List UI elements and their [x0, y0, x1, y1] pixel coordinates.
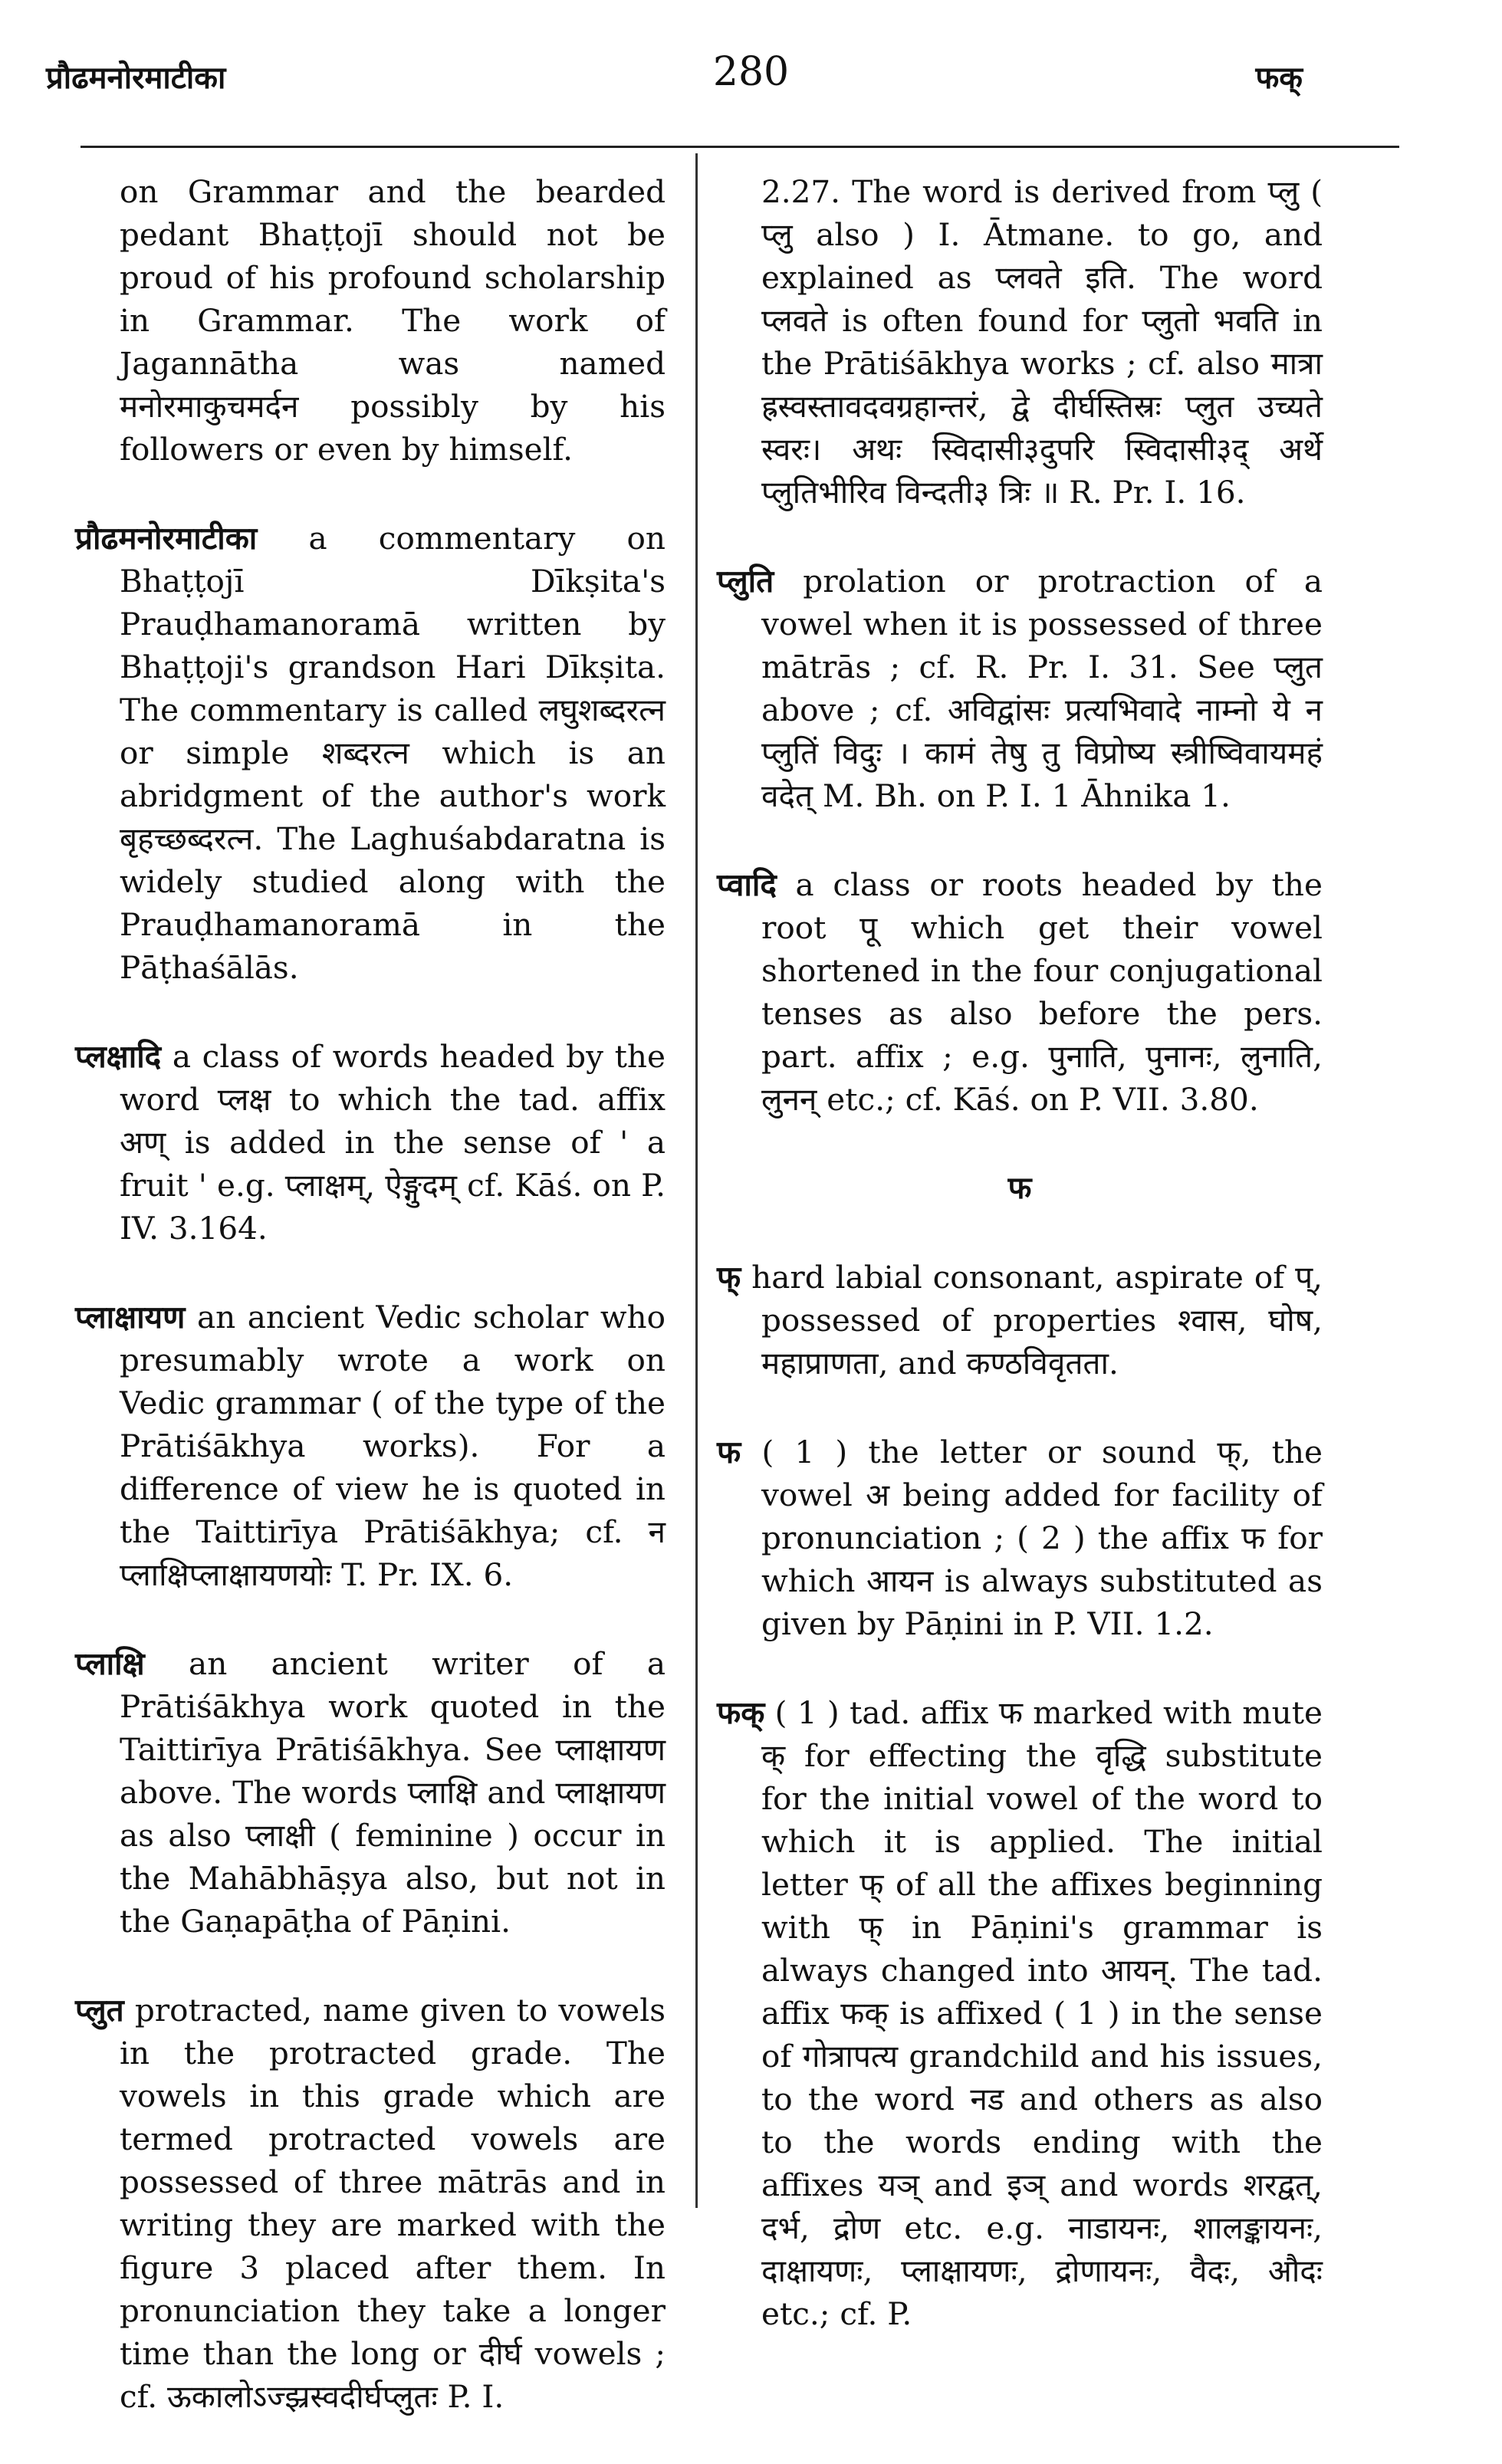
entry-headword: प्रौढमनोरमाटीका — [75, 520, 258, 557]
entry-text: ( 1 ) the letter or sound फ्, the vowel अ being added for facility of pronunciation ; ( 2 ) the affix फ for which आयन is always substituted as given by Pāṇini in P. VII. 1.2. — [741, 1434, 1323, 1642]
entry-text: hard labial consonant, aspirate of प्, possessed of properties श्वास, घोष, महाप्राणता, and कण्ठविवृतता. — [741, 1259, 1323, 1381]
entry-text: an ancient writer of a Prātiśākhya work quoted in the Taittirīya Prātiśākhya. See प्लाक्षायण above. The words प्लाक्षि and प्लाक्षायण as also प्लाक्षी ( feminine ) occur in the Mahābhāṣya also, but not in the Gaṇapāṭha of Pāṇini. — [120, 1645, 666, 1940]
entry-headword: प्लुति — [717, 563, 774, 600]
dictionary-entry — [75, 1035, 666, 1250]
dictionary-entry — [75, 517, 666, 989]
entry-text: a class or roots headed by the root पू which get their vowel shortened in the four conjugational tenses as also before the pers. part. affix ; e.g. पुनाति, पुनानः, लुनाति, लुनन् etc.; cf. Kāś. on P. VII. 3.80. — [761, 866, 1323, 1118]
entry-text: on Grammar and the bearded pedant Bhaṭṭojī should not be proud of his profound scholarship in Grammar. The work of Jagannātha was named मनोरमाकुचमर्दन possibly by his followers or even by himself. — [120, 173, 666, 468]
dictionary-entry — [717, 560, 1323, 817]
running-head-left: प्रौढमनोरमाटीका — [46, 60, 226, 96]
entry-headword: प्लुत — [75, 1992, 124, 2029]
entry-text: a commentary on Bhaṭṭojī Dīkṣita's Prauḍhamanoramā written by Bhaṭṭoji's grandson Hari Dīkṣita. The commentary is called लघुशब्दरत्न or simple शब्दरत्न which is an abridgment of the author's work बृहच्छब्दरत्न. The Laghuśabdaratna is widely studied along with the Prauḍhamanoramā in the Pāṭhaśālās. — [120, 520, 666, 986]
right-column — [717, 170, 1323, 2381]
dictionary-entry — [75, 1296, 666, 1596]
left-column — [75, 170, 666, 2464]
page-number: 280 — [712, 49, 790, 95]
entry-headword: फ — [717, 1434, 741, 1470]
dictionary-entry — [717, 863, 1323, 1121]
column-divider — [695, 153, 698, 2208]
entry-text: protracted, name given to vowels in the protracted grade. The vowels in this grade which are termed protracted vowels are possessed of three mātrās and in writing they are marked with the figure 3 placed after them. In pronunciation they take a longer time than the long or दीर्घ vowels ; cf. ऊकालोऽज्झ्रस्वदीर्घप्लुतः P. I. — [120, 1992, 666, 2415]
dictionary-entry — [717, 170, 1323, 514]
dictionary-entry — [717, 1691, 1323, 2335]
entry-headword: प्लाक्षि — [75, 1645, 145, 1682]
entry-text: an ancient Vedic scholar who presumably wrote a work on Vedic grammar ( of the type of the Prātiśākhya works). For a difference of view he is quoted in the Taittirīya Prātiśākhya; cf. न प्लाक्षिप्लाक्षायणयोः T. Pr. IX. 6. — [120, 1299, 666, 1593]
entry-text: 2.27. The word is derived from प्लु ( प्लु also ) I. Ātmane. to go, and explained as प्लवते इति. The word प्लवते is often found for प्लुतो भवति in the Prātiśākhya works ; cf. also मात्रा ह्रस्वस्तावदवग्रहान्तरं, द्वे दीर्घस्तिस्रः प्लुत उच्यते स्वरः। अथः स्विदासी३दुपरि स्विदासी३द् अर्थे प्लुतिभीरिव विन्दती३ त्रिः ॥ R. Pr. I. 16. — [761, 173, 1323, 511]
entry-headword: प्लाक्षायण — [75, 1299, 186, 1335]
entry-text: ( 1 ) tad. affix फ marked with mute क् for effecting the वृद्धि substitute for the initial vowel of the word to which it is applied. The initial letter फ् of all the affixes beginning with फ् in Pāṇini's grammar is always changed into आयन्. The tad. affix फक् is affixed ( 1 ) in the sense of गोत्रापत्य grandchild and his issues, to the word नड and others as also to the words ending with the affixes यञ् and इञ् and words शरद्वत्, दर्भ, द्रोण etc. e.g. नाडायनः, शालङ्कायनः, दाक्षायणः, प्लाक्षायणः, द्रोणायनः, वैदः, औदः etc.; cf. P. — [761, 1694, 1323, 2332]
section-letter: फ — [1007, 1170, 1032, 1206]
entry-text: prolation or protraction of a vowel when it is possessed of three mātrās ; cf. R. Pr. I. 31. See प्लुत above ; cf. अविद्वांसः प्रत्यभिवादे नाम्नो ये न प्लुतिं विदुः । कामं तेषु तु विप्रोष्य स्त्रीष्विवायमहं वदेत् M. Bh. on P. I. 1 Āhnika 1. — [761, 563, 1323, 814]
dictionary-entry — [75, 1989, 666, 2418]
dictionary-entry — [717, 1431, 1323, 1645]
entry-headword: प्लक्षादि — [75, 1038, 162, 1075]
running-head-right: फक् — [1255, 60, 1303, 96]
dictionary-entry — [717, 1256, 1323, 1385]
dictionary-entry — [75, 1642, 666, 1943]
dictionary-entry — [75, 170, 666, 471]
entry-headword: प्वादि — [717, 866, 777, 903]
entry-text: a class of words headed by the word प्लक्ष to which the tad. affix अण् is added in the sense of ' a fruit ' e.g. प्लाक्षम्, ऐङ्गुदम् cf. Kāś. on P. IV. 3.164. — [120, 1038, 666, 1247]
entry-headword: फक् — [717, 1694, 765, 1731]
entry-headword: फ् — [717, 1259, 741, 1296]
header-rule — [81, 146, 1399, 148]
